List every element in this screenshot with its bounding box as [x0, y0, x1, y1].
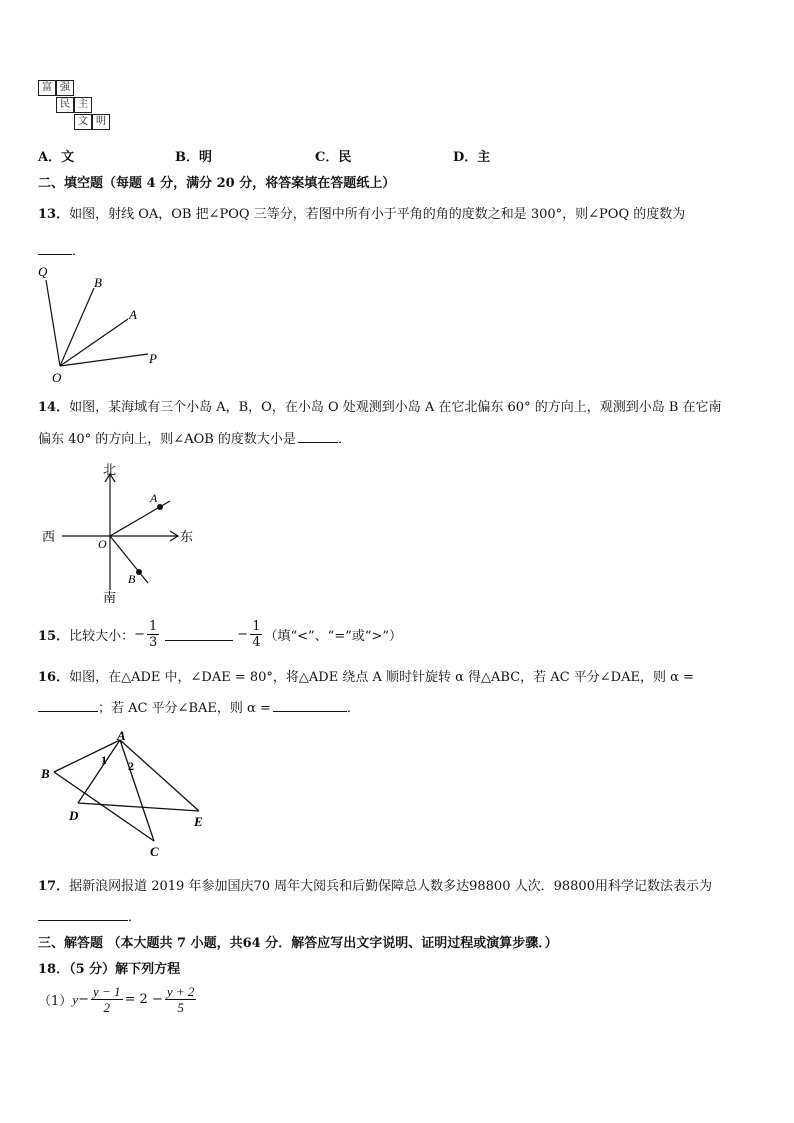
fraction-left: [91, 984, 123, 1015]
option-b[interactable]: B．明: [175, 150, 212, 165]
question-13: [38, 203, 685, 222]
fraction-one-third: [147, 619, 159, 650]
question-text: 如图，在△ADE 中，∠DAE = 80°，将△ADE 绕点 A 顺时针旋转 α 得△ABC，若 AC 平分∠DAE，则 α =: [69, 670, 694, 685]
label-a: A: [150, 491, 158, 505]
minus-sign: −: [134, 627, 146, 642]
minus-sign: −: [237, 627, 249, 642]
fraction-right: [165, 984, 197, 1015]
question-text: ；若 AC 平分∠BAE，则 α =: [98, 701, 271, 716]
section-heading: 三、解答题 （本大题共 7 小题，共64 分．解答应写出文字说明、证明过程或演算步骤．）: [38, 936, 558, 951]
question-14-line2: [38, 428, 351, 447]
equals-part: = 2 −: [124, 992, 163, 1007]
label-a: A: [117, 728, 126, 743]
ray-op: [60, 354, 148, 366]
label-south: 南: [103, 590, 117, 605]
question-16-line1: [38, 666, 694, 685]
option-a[interactable]: A．文: [38, 150, 75, 165]
label-b: B: [128, 572, 136, 586]
punctuation: ．: [346, 701, 360, 716]
fill-hint: （填“<”、“=”或“>”）: [264, 629, 403, 644]
answer-blank[interactable]: [38, 242, 72, 255]
fraction-one-fourth: [250, 619, 262, 650]
label-b: B: [41, 766, 50, 781]
numerator: y − 1: [92, 984, 121, 999]
answer-blank[interactable]: [38, 908, 128, 921]
answer-blank-1[interactable]: [38, 699, 98, 712]
label-c: C: [150, 844, 159, 859]
numerator: 1: [252, 619, 261, 634]
label-p: P: [149, 351, 157, 366]
label-north: 北: [103, 462, 117, 477]
question-number: 15．: [38, 629, 70, 644]
denominator: 2: [103, 1000, 110, 1015]
question-text: 偏东 40° 的方向上，则∠AOB 的度数大小是: [38, 432, 296, 447]
punctuation: ．: [128, 910, 142, 925]
q16-triangle-figure: [34, 726, 224, 860]
question-number: 16．: [38, 670, 70, 685]
cube-cell: 主: [74, 97, 92, 113]
label-west: 西: [42, 529, 56, 544]
island-b-dot: [136, 569, 142, 575]
answer-blank[interactable]: [298, 430, 338, 443]
question-14-line1: [38, 396, 722, 415]
q13-angle-figure: [30, 262, 170, 386]
answer-line: [38, 906, 141, 925]
minus-sign: −: [78, 992, 89, 1007]
cube-cell: 民: [56, 97, 74, 113]
question-16-line2: [38, 697, 360, 716]
angle-label-1: 1: [101, 753, 107, 767]
denominator: 5: [177, 1000, 184, 1015]
option-c[interactable]: C．民: [315, 150, 352, 165]
q14-compass-figure: [38, 460, 208, 606]
part-label: （1）: [38, 994, 73, 1009]
question-17: [38, 875, 712, 894]
question-text: 如图，射线 OA，OB 把∠POQ 三等分，若图中所有小于平角的角的度数之和是 300°，则∠POQ 的度数为: [69, 207, 686, 222]
question-number: 14．: [38, 400, 70, 415]
question-15: [38, 619, 402, 650]
question-18-header: 18．（5 分）解下列方程: [38, 962, 181, 977]
question-text: 如图，某海域有三个小岛 A，B，O，在小岛 O 处观测到小岛 A 在它北偏东 60° 的方向上，观测到小岛 B 在它南: [69, 400, 722, 415]
option-d[interactable]: D．主: [453, 150, 491, 165]
cube-cell: 富: [38, 80, 56, 96]
answer-line: [38, 240, 85, 259]
answer-blank[interactable]: [165, 628, 233, 641]
label-o: O: [98, 537, 107, 551]
island-a-dot: [157, 504, 163, 510]
label-o: O: [52, 370, 62, 385]
equation-1: [38, 984, 198, 1015]
cube-cell: 明: [92, 114, 110, 130]
denominator: 4: [252, 635, 261, 650]
label-b: B: [94, 275, 102, 290]
label-a: A: [129, 307, 137, 322]
question-number: 13．: [38, 207, 70, 222]
denominator: 3: [149, 635, 158, 650]
cube-net-figure: [38, 80, 110, 134]
cube-cell: 文: [74, 114, 92, 130]
cube-cell: 强: [56, 80, 74, 96]
punctuation: ．: [337, 432, 351, 447]
angle-label-2: 2: [128, 759, 134, 773]
question-number: 17．: [38, 879, 70, 894]
question-text: 据新浪网报道 2019 年参加国庆70 周年大阅兵和后勤保障总人数多达98800 人次．98800用科学记数法表示为: [69, 879, 712, 894]
question-text: 比较大小：: [69, 629, 135, 644]
label-east: 东: [180, 529, 194, 544]
section-heading: 二、填空题（每题 4 分，满分 20 分，将答案填在答题纸上）: [38, 176, 396, 191]
punctuation: ．: [72, 244, 86, 259]
segment-de: [78, 803, 199, 811]
label-e: E: [194, 814, 203, 829]
numerator: 1: [149, 619, 158, 634]
label-d: D: [69, 808, 79, 823]
label-q: Q: [38, 264, 48, 279]
answer-blank-2[interactable]: [273, 699, 347, 712]
var-y: y: [72, 991, 79, 1007]
numerator: y + 2: [166, 984, 195, 999]
ray-oq: [46, 280, 60, 366]
